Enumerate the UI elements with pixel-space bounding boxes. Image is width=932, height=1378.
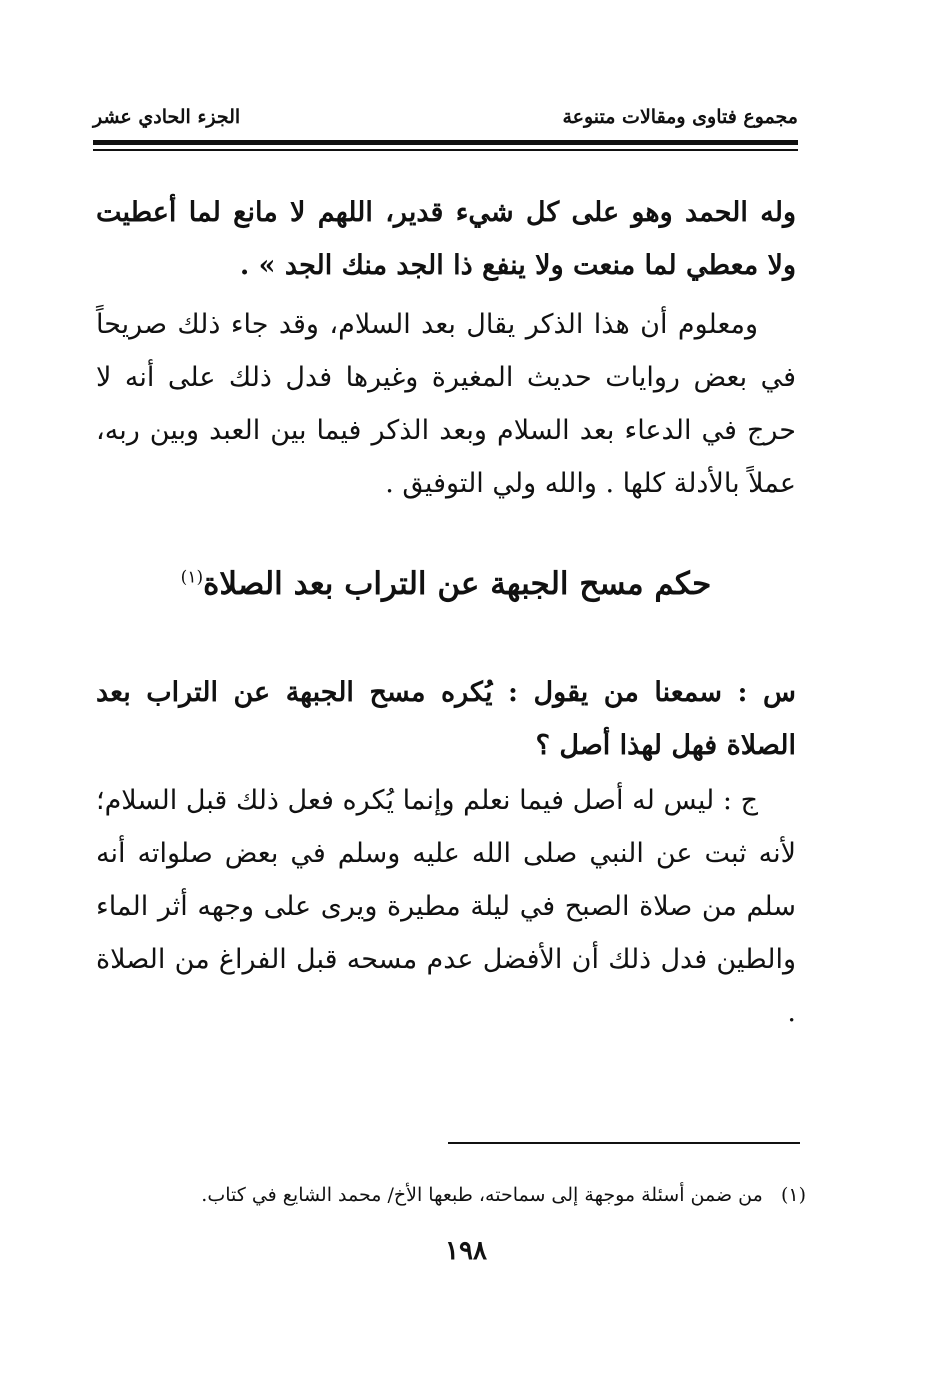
- running-header: [93, 100, 798, 134]
- footnote-divider: [448, 1142, 800, 1144]
- footnote-marker: (١): [780, 1184, 806, 1206]
- footnote-reference: (١): [180, 567, 204, 588]
- answer-text: ج : ليس له أصل فيما نعلم وإنما يُكره فعل ذلك قبل السلام؛ لأنه ثبت عن النبي صلى الله عليه وسلم في بعض صلواته أنه سلم من صلاة الصبح في ليلة مطيرة ويرى على وجهه أثر الماء والطين فدل ذلك أن الأفضل عدم مسحه قبل الفراغ من الصلاة .: [96, 785, 796, 1028]
- section-title: حكم مسح الجبهة عن التراب بعد الصلاة: [203, 566, 712, 602]
- page-number: ١٩٨: [445, 1236, 487, 1266]
- paragraph-text: ومعلوم أن هذا الذكر يقال بعد السلام، وقد جاء ذلك صريحاً في بعض روايات حديث المغيرة وغيرها فدل ذلك على أنه لا حرج في الدعاء بعد السلام وبعد الذكر فيما بين العبد وبين ربه، عملاً بالأدلة كلها . والله ولي التوفيق .: [96, 309, 796, 499]
- book-title: مجموع فتاوى ومقالات متنوعة: [562, 106, 798, 128]
- header-rule-thin: [93, 149, 798, 151]
- header-rule: [93, 140, 798, 145]
- answer-paragraph: [96, 774, 796, 1039]
- question-paragraph: س : سمعنا من يقول : يُكره مسح الجبهة عن التراب بعد الصلاة فهل لهذا أصل ؟: [96, 677, 796, 761]
- footnote-text: من ضمن أسئلة موجهة إلى سماحته، طبعها الأخ/ محمد الشايع في كتاب.: [201, 1184, 763, 1206]
- paragraph-dhikr-note: [96, 298, 796, 510]
- footnote: [96, 1178, 806, 1212]
- paragraph-hadith-end: وله الحمد وهو على كل شيء قدير، اللهم لا مانع لما أعطيت ولا معطي لما منعت ولا ينفع ذا الجد منك الجد » .: [96, 197, 796, 281]
- volume-label: الجزء الحادي عشر: [93, 106, 241, 128]
- section-heading: [96, 556, 796, 612]
